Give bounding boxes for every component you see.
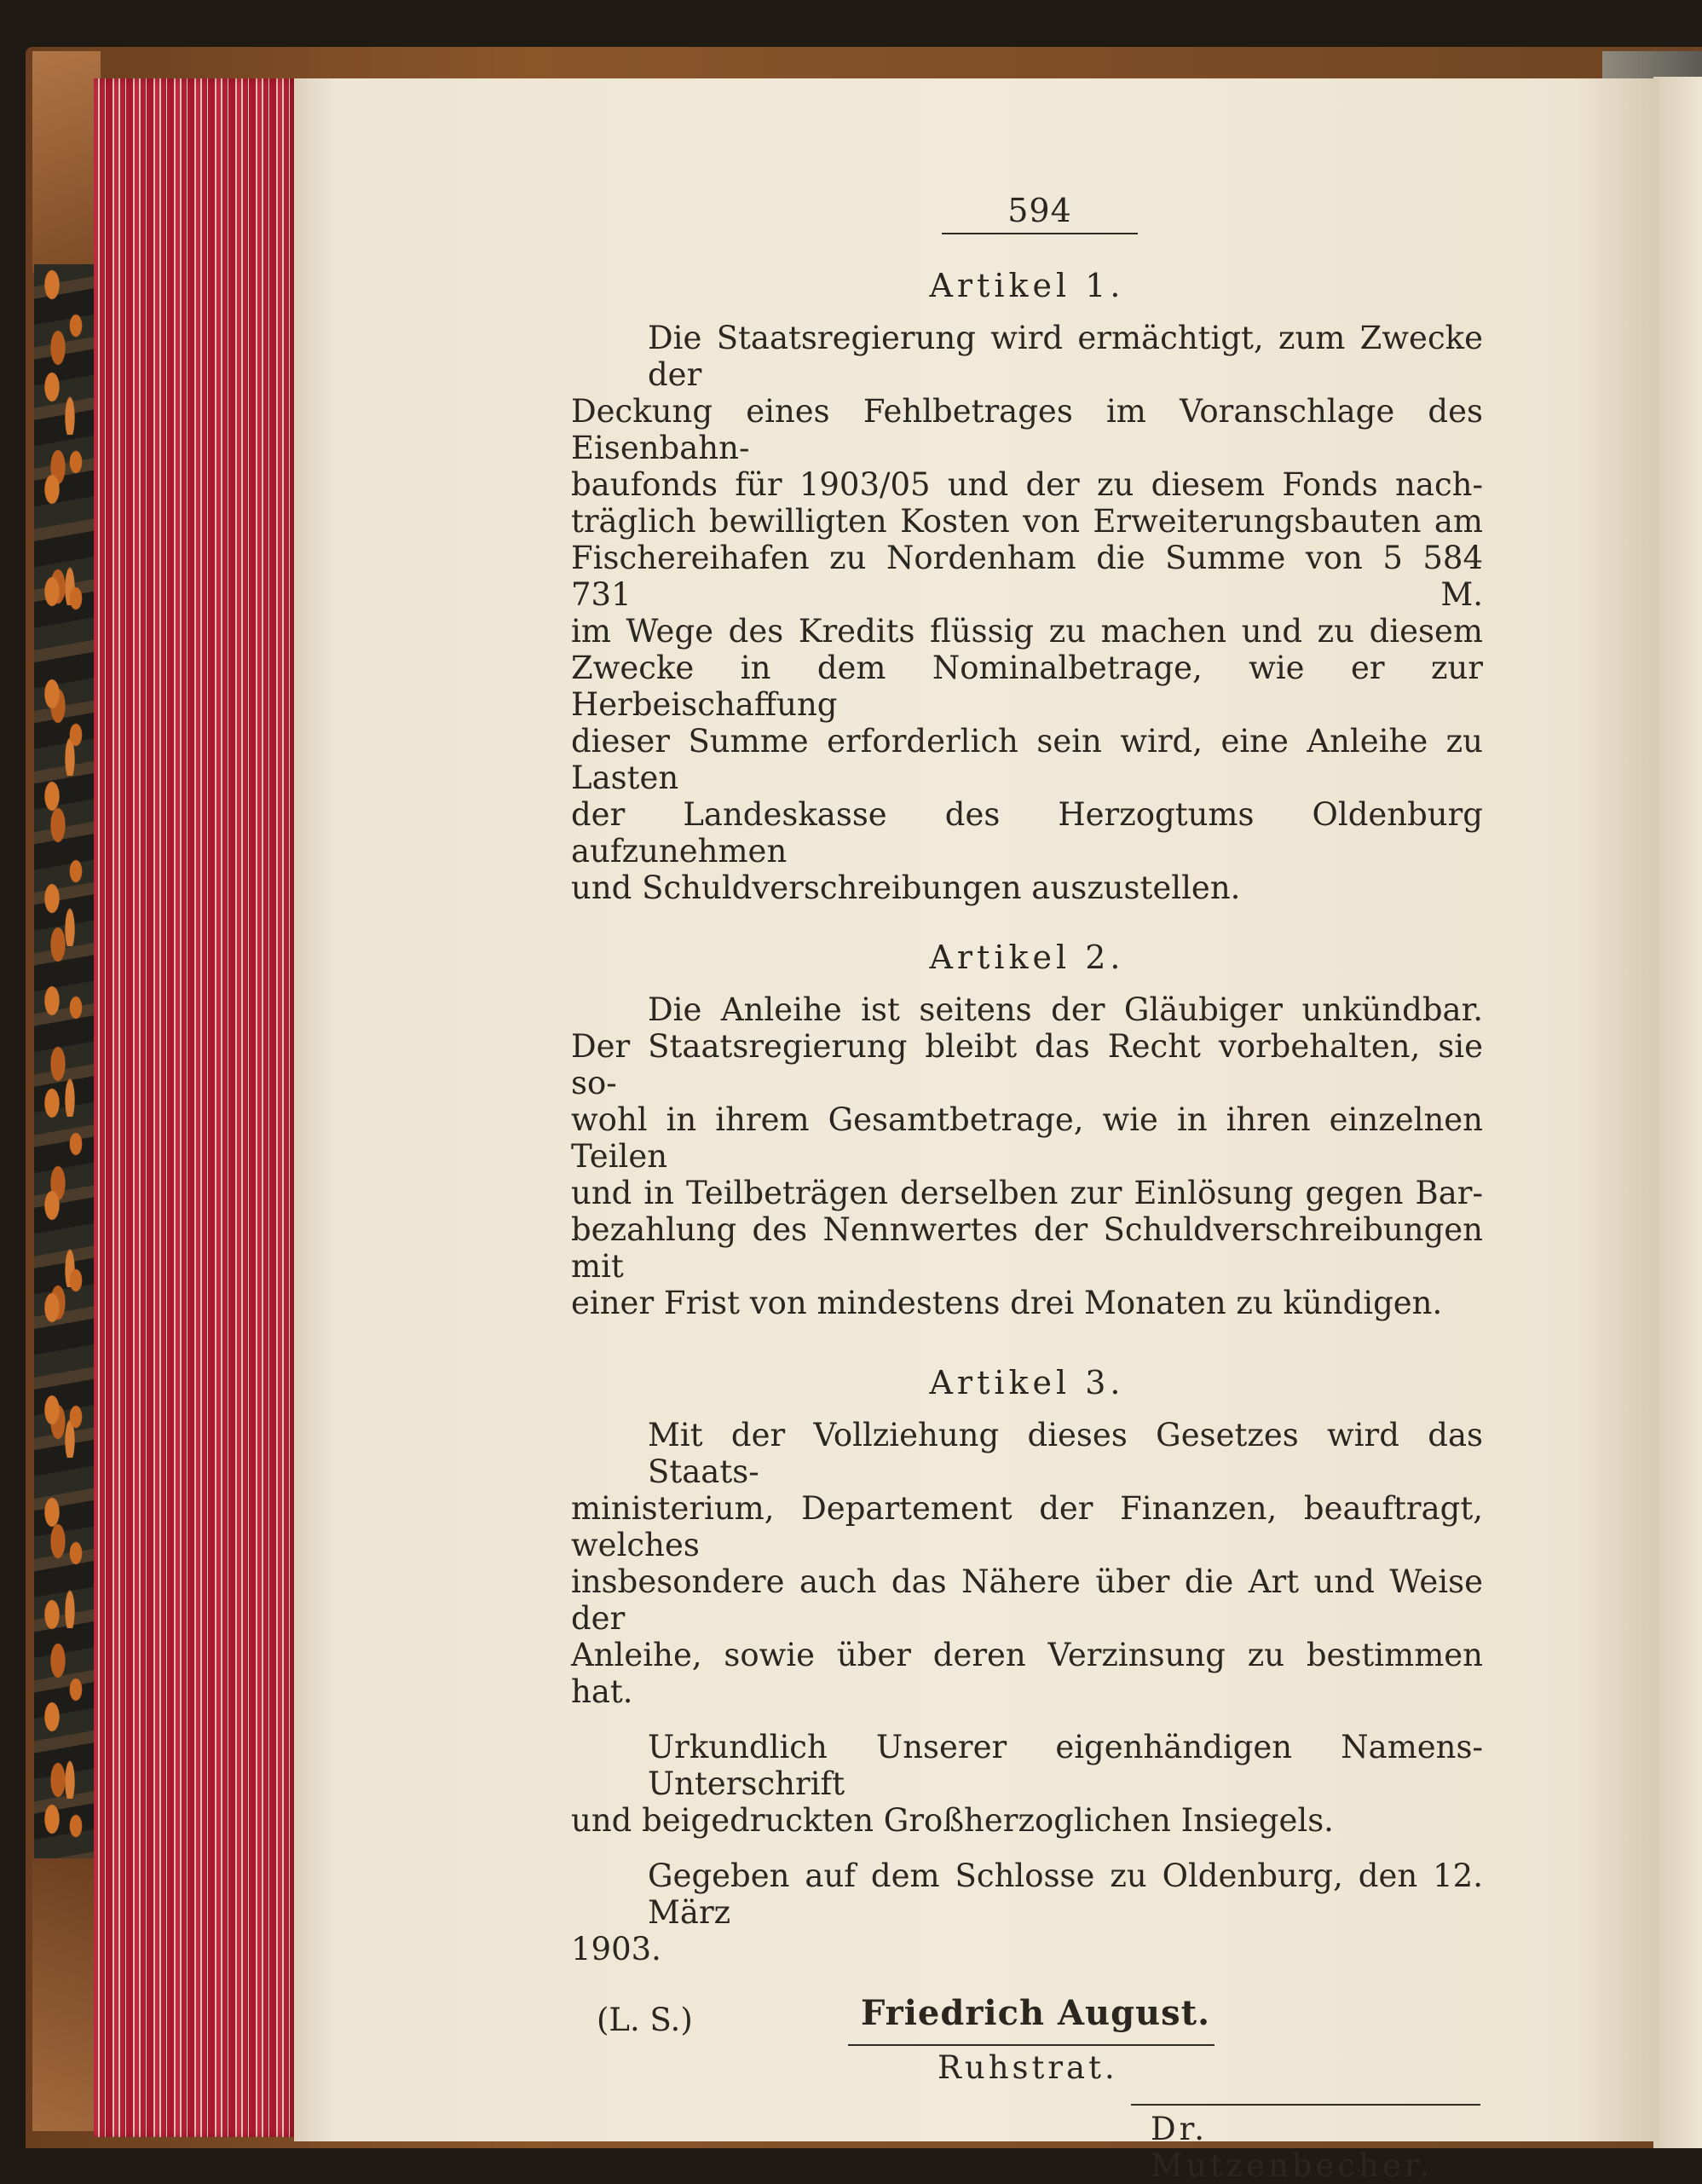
text-line: Der Staatsregierung bleibt das Recht vorbehalten, sie so- [571, 1028, 1483, 1101]
text-line: 1903. [571, 1931, 661, 1967]
text-line: und beigedruckten Großherzoglichen Insiegels. [571, 1802, 1334, 1839]
page-number: 594 [942, 192, 1138, 234]
date-paragraph [571, 1858, 1483, 1967]
seal-mark: (L. S.) [597, 2002, 693, 2038]
text-line: wohl in ihrem Gesamtbetrage, wie in ihren einzelnen Teilen [571, 1101, 1483, 1175]
marbled-binding [34, 264, 94, 1867]
cover-corner-top [32, 51, 101, 273]
minister-signature-row [571, 2046, 1483, 2099]
text-line: dieser Summe erforderlich sein wird, eine Anleihe zu Lasten [571, 723, 1483, 796]
text-line: träglich bewilligten Kosten von Erweiterungsbauten am [571, 503, 1483, 540]
article-1-heading: Artikel 1. [929, 267, 1125, 304]
cover-corner-bottom [32, 1858, 101, 2131]
text-line: ministerium, Departement der Finanzen, beauftragt, welches [571, 1490, 1483, 1563]
text-line: Mit der Vollziehung dieses Gesetzes wird das Staats- [648, 1417, 1483, 1490]
text-line: insbesondere auch das Nähere über die Art und Weise der [571, 1563, 1483, 1637]
attestation-paragraph [571, 1729, 1483, 1839]
text-line: Zwecke in dem Nominalbetrage, wie er zur Herbeischaffung [571, 650, 1483, 723]
text-line: im Wege des Kredits flüssig zu machen und zu diesem [571, 613, 1483, 650]
text-line: einer Frist von mindestens drei Monaten zu kündigen. [571, 1285, 1443, 1321]
text-line: Die Staatsregierung wird ermächtigt, zum Zwecke der [648, 320, 1483, 393]
sovereign-signature: Friedrich August. [860, 1993, 1211, 2033]
text-line: und in Teilbeträgen derselben zur Einlösung gegen Bar- [571, 1175, 1483, 1211]
text-line: Deckung eines Fehlbetrages im Voranschlage des Eisenbahn- [571, 393, 1483, 466]
article-3-heading: Artikel 3. [929, 1364, 1125, 1401]
text-line: baufonds für 1903/05 und der zu diesem Fonds nach- [571, 466, 1483, 503]
text-line: bezahlung des Nennwertes der Schuldverschreibungen mit [571, 1211, 1483, 1285]
text-line: Die Anleihe ist seitens der Gläubiger unkündbar. [648, 991, 1483, 1028]
minister-signature: Ruhstrat. [938, 2049, 1118, 2086]
text-line: Gegeben auf dem Schlosse zu Oldenburg, den 12. März [648, 1858, 1483, 1931]
text-line: Anleihe, sowie über deren Verzinsung zu bestimmen hat. [571, 1637, 1483, 1710]
minister-signature: Dr. Mutzenbecher. [1151, 2111, 1434, 2184]
article-1-body [571, 320, 1483, 906]
text-line: der Landeskasse des Herzogtums Oldenburg aufzunehmen [571, 796, 1483, 870]
signature-block [571, 1993, 1483, 2046]
text-line: Urkundlich Unserer eigenhändigen Namens-Unterschrift [648, 1729, 1483, 1802]
text-line: und Schuldverschreibungen auszustellen. [571, 870, 1241, 906]
page-content [571, 192, 1483, 2184]
page-edges [94, 78, 298, 2137]
facing-page-edge [1653, 77, 1702, 2148]
article-3-body [571, 1417, 1483, 1710]
article-2-heading: Artikel 2. [929, 939, 1125, 976]
text-line: Fischereihafen zu Nordenham die Summe von 5 584 731 M. [571, 540, 1483, 613]
article-2-body [571, 991, 1483, 1321]
minister-signature-row [571, 2099, 1483, 2184]
